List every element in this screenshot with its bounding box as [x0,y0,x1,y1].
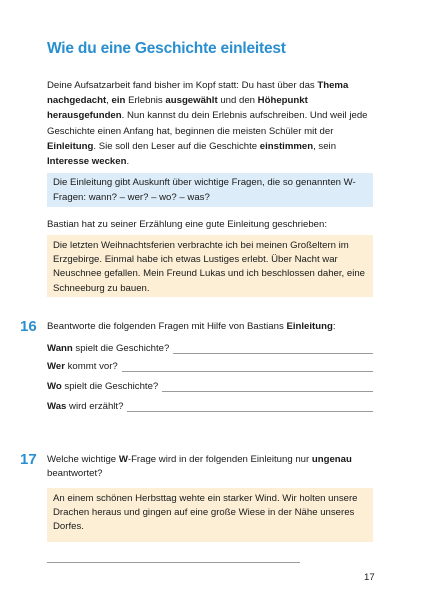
intro-run: , sein [313,140,337,152]
bastian-intro: Bastian hat zu seiner Erzählung eine gute Einleitung geschrieben: [47,219,328,230]
answer-line[interactable] [173,343,373,354]
intro-run: Thema nachgedacht [47,80,349,107]
bastian-example-box: Die letzten Weihnachtsferien verbrachte ich bei meinen Großeltern im Erzgebirge. Einmal habe ich etwas Lustiges erlebt. Über Nacht war Neuschnee gefallen. Mein Freund Lukas und ich beschlossen daher, eine Schneeburg zu bauen. [47,235,373,297]
answer-line[interactable] [127,401,373,412]
intro-run: Erlebnis [125,95,166,107]
intro-run: einstimmen [259,140,314,152]
intro-run: . Sie soll den Leser auf die Geschichte [93,140,260,152]
intro-run: Interesse wecken [47,156,127,168]
intro-run: und den [217,95,258,107]
intro-paragraph [47,78,377,169]
task-17-answer-line[interactable] [47,562,300,563]
intro-run: Höhepunkt herausgefunden [47,95,308,122]
intro-run: . Nun kannst du dein Erlebnis aufschreiben. Und weil jede Geschichte einen Anfang hat, beginnen die meisten Schüler mit der [47,110,368,137]
answer-line[interactable] [122,361,373,372]
question-row-wann: Wann spielt die Geschichte? [47,340,373,354]
question-row-wo: Wo spielt die Geschichte? [47,378,373,392]
question-row-wer: Wer kommt vor? [47,358,373,372]
intro-run: , [106,95,112,107]
task-17-example-box: An einem schönen Herbsttag wehte ein starker Wind. Wir holten unsere Drachen heraus und gingen auf eine große Wiese in der Nähe unseres Dorfes. [47,488,373,542]
intro-run: ein [111,95,126,107]
info-box: Die Einleitung gibt Auskunft über wichtige Fragen, die so genannten W-Fragen: wann? – wer? – wo? – was? [47,173,373,207]
task-17-number: 17 [20,451,37,468]
question-row-was: Was wird erzählt? [47,398,373,412]
intro-run: Einleitung [47,140,94,152]
intro-run: ausgewählt [165,95,218,107]
page-title: Wie du eine Geschichte einleitest [47,40,286,57]
answer-line[interactable] [162,381,373,392]
intro-run: Deine Aufsatzarbeit fand bisher im Kopf statt: Du hast über das [47,80,318,91]
task-16-number: 16 [20,318,37,335]
task-17-prompt: Welche wichtige W-Frage wird in der folgenden Einleitung nur ungenau beantwortet? [47,454,352,479]
task-16-prompt: Beantworte die folgenden Fragen mit Hilfe von Bastians Einleitung: [47,321,336,332]
page-number: 17 [364,572,375,583]
intro-run: . [126,156,130,168]
